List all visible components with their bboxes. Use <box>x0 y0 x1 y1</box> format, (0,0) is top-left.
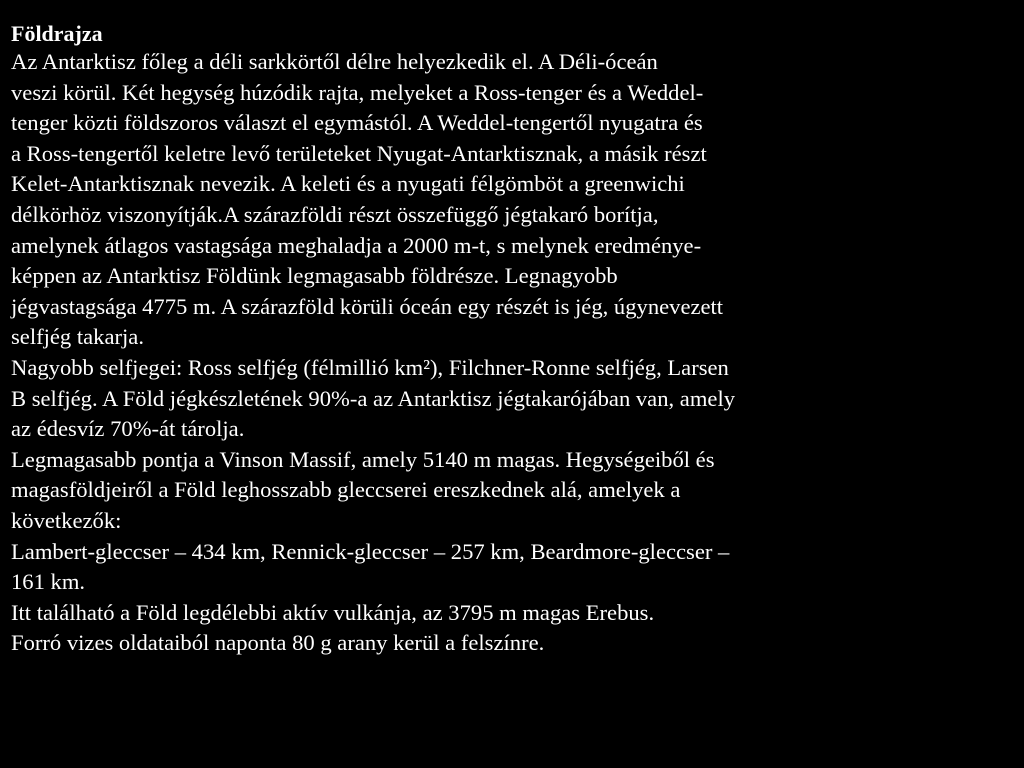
paragraph-volcano <box>11 598 1006 629</box>
text-line: 161 km. <box>11 569 86 595</box>
paragraph-ice-shelves <box>11 353 1006 445</box>
text-line: a Ross-tengertől keletre levő területeket Nyugat-Antarktisznak, a másik részt <box>11 140 707 166</box>
text-line: délkörhöz viszonyítják.A szárazföldi részt összefüggő jégtakaró borítja, <box>11 201 659 227</box>
text-line: Az Antarktisz főleg a déli sarkkörtől délre helyezkedik el. A Déli-óceán <box>11 49 658 74</box>
text-line: tenger közti földszoros választ el egymástól. A Weddel-tengertől nyugatra és <box>11 110 703 136</box>
slide-title: Földrajza <box>11 21 103 46</box>
text-line: Itt található a Föld legdélebbi aktív vulkánja, az 3795 m magas Erebus. <box>11 599 655 625</box>
text-line: Forró vizes oldataiból naponta 80 g arany kerül a felszínre. <box>11 630 545 656</box>
text-line: Kelet-Antarktisznak nevezik. A keleti és a nyugati félgömböt a greenwichi <box>11 171 685 197</box>
text-line: jégvastagsága 4775 m. A szárazföld körüli óceán egy részét is jég, úgynevezett <box>11 293 724 319</box>
text-line: amelynek átlagos vastagsága meghaladja a 2000 m-t, s melynek eredménye- <box>11 232 702 258</box>
text-line: Nagyobb selfjegei: Ross selfjég (félmillió km²), Filchner-Ronne selfjég, Larsen <box>11 354 729 380</box>
paragraph-antarctica-overview <box>11 47 1006 353</box>
text-line: veszi körül. Két hegység húzódik rajta, melyeket a Ross-tenger és a Weddel- <box>11 79 704 105</box>
text-line: Legmagasabb pontja a Vinson Massif, amely 5140 m magas. Hegységeiből és <box>11 446 715 472</box>
text-line: képpen az Antarktisz Földünk legmagasabb földrésze. Legnagyobb <box>11 263 618 289</box>
text-line: Lambert-gleccser – 434 km, Rennick-gleccser – 257 km, Beardmore-gleccser – <box>11 538 730 564</box>
paragraph-glaciers <box>11 537 1006 598</box>
paragraph-gold <box>11 628 1006 659</box>
text-line: az édesvíz 70%-át tárolja. <box>11 416 245 442</box>
text-line: magasföldjeiről a Föld leghosszabb gleccserei ereszkednek alá, amelyek a <box>11 477 681 503</box>
text-line: B selfjég. A Föld jégkészletének 90%-a az Antarktisz jégtakarójában van, amely <box>11 385 736 411</box>
paragraph-highest-point <box>11 445 1006 537</box>
text-line: selfjég takarja. <box>11 324 144 350</box>
text-line: következők: <box>11 507 122 533</box>
